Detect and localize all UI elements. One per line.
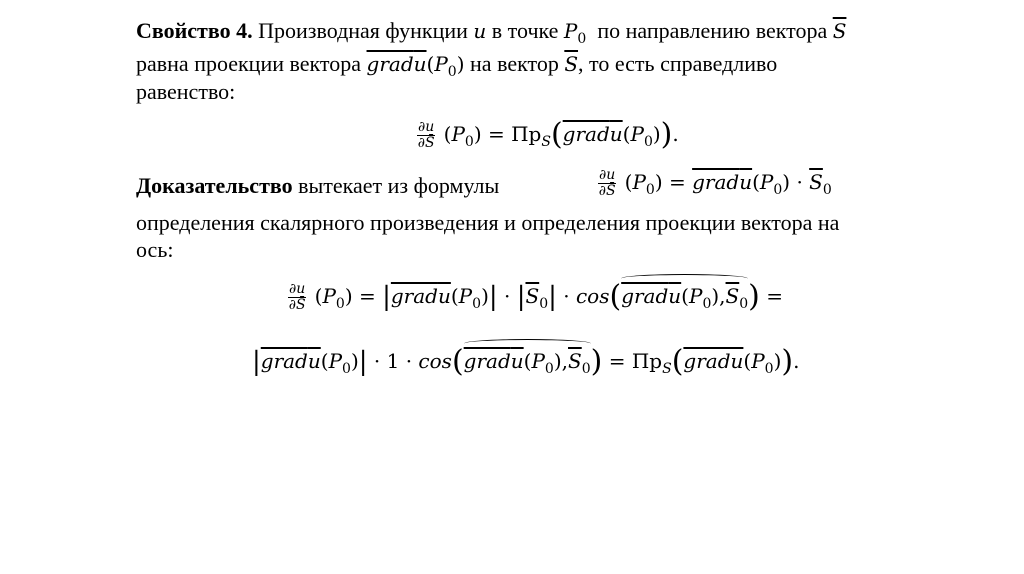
equation-4: $|gradu(P_0)| \cdot 1$ · $\cos(gradu(P_0),\overline{S}_0)$ = $Пр_S(gradu(P_0))$.: [252, 344, 800, 379]
property-text-b: в точке: [491, 18, 559, 43]
var-s-vector-2: $\overline{S}$: [564, 52, 579, 76]
property-text-e: на вектор: [470, 51, 559, 76]
proof-title: Доказательство: [136, 173, 293, 198]
proof-text-a: вытекает из формулы: [298, 173, 500, 198]
var-p: P: [563, 19, 578, 43]
var-u: u: [473, 19, 487, 43]
var-s-vector: $\overline{S}$: [832, 19, 847, 43]
grad-u-vector: gradu: [366, 52, 427, 76]
property-text-g: равенство:: [136, 79, 236, 104]
property-line-1: [136, 17, 846, 48]
equation-2: $\frac{\partial u}{\partial S̄}$ $(P_0)$ = $gradu(P_0) \cdot \overline{S}_0$: [598, 167, 832, 199]
equation-3: $\frac{\partial u}{\partial S̄}$ $(P_0)$ = $|gradu(P_0)| \cdot |\overline{S}_0|$ · $\cos(gradu(P_0),\overline{S}_0)$ =: [288, 279, 784, 314]
property-line-3: [136, 78, 235, 106]
proof-line-1: [136, 172, 499, 200]
property-text-a: Производная функции: [258, 18, 468, 43]
proof-text-b: определения скалярного произведения и определения проекции вектора на: [136, 210, 840, 235]
partial-derivative: $\frac{\partial u}{\partial S̄}$: [417, 119, 435, 151]
proof-line-3: [136, 236, 173, 264]
proof-line-2: [136, 209, 839, 237]
property-text-c: по направлению вектора: [597, 18, 828, 43]
equation-1: $\frac{\partial u}{\partial S̄}$ $(P_0)$ = $Пр_S(gradu(P_0))$.: [417, 117, 679, 152]
property-text-f: , то есть справедливо: [578, 51, 778, 76]
property-text-d: равна проекции вектора: [136, 51, 362, 76]
subscript-zero: 0: [577, 31, 587, 47]
property-line-2: равна проекции вектора $gradu(P_0)$ на вектор $\overline{S}$, то есть справедливо: [136, 51, 778, 80]
property-title: Свойство 4.: [136, 18, 253, 43]
proof-text-c: ось:: [136, 237, 174, 262]
